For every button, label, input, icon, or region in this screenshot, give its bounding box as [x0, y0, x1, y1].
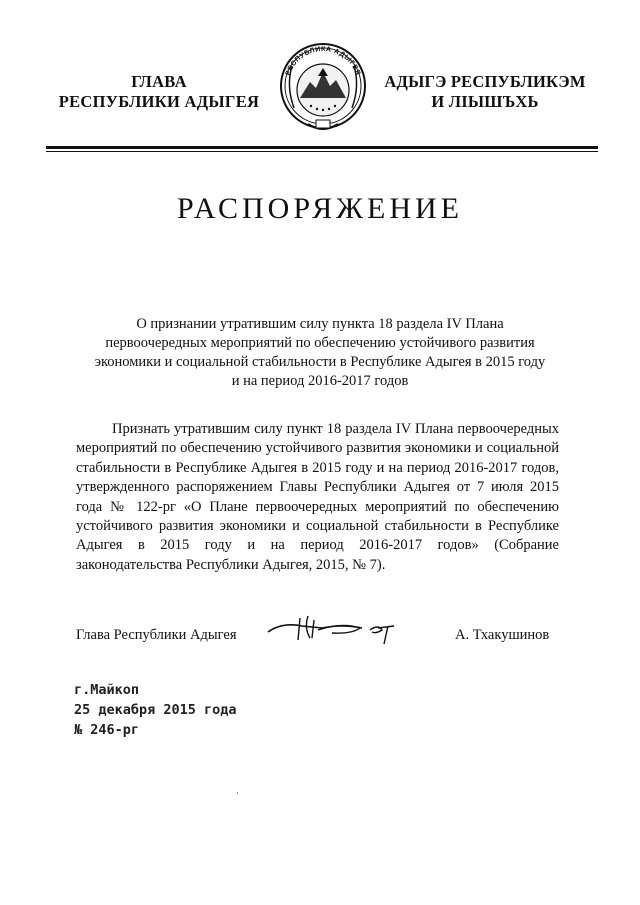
- header-right: [374, 72, 596, 112]
- footer-number: № 246-рг: [74, 722, 140, 738]
- document-footer: [74, 680, 237, 740]
- signatory-name: А. Тхакушинов: [455, 627, 550, 643]
- header-right-line2: И ЛІЫШЪХЬ: [431, 92, 539, 111]
- subject-line: экономики и социальной стабильности в Республике Адыгея в 2015 году: [94, 354, 546, 370]
- subject-line: О признании утратившим силу пункта 18 раздела IV Плана: [136, 316, 504, 332]
- handwritten-signature-icon: [262, 608, 402, 648]
- subject-line: и на период 2016-2017 годов: [231, 373, 409, 389]
- coat-of-arms-icon: [278, 36, 368, 136]
- header-left-line1: ГЛАВА: [131, 72, 187, 91]
- footer-date: 25 декабря 2015 года: [74, 702, 237, 718]
- document-subject: [66, 315, 574, 391]
- header-rule-thin: [46, 151, 598, 152]
- subject-line: первоочередных мероприятий по обеспечению устойчивого развития: [105, 335, 535, 351]
- signatory-title: Глава Республики Адыгея: [76, 627, 237, 643]
- header-right-line1: АДЫГЭ РЕСПУБЛИКЭМ: [384, 72, 586, 91]
- header-rule-thick: [46, 146, 598, 149]
- document-type: РАСПОРЯЖЕНИЕ: [176, 192, 464, 225]
- document-body: Признать утратившим силу пункт 18 раздела IV Плана первоочередных мероприятий по обеспечению устойчивого развития экономики и социальной стабильности в Республике Адыгея в 2015 году и на период 2016-2017 годов, утвержденного распоряжением Главы Республики Адыгея от 7 июля 2015 года № 122-рг «О Плане первоочередных мероприятий по обеспечению устойчивого развития экономики и социальной стабильности в Республике Адыгея в 2015 году и на период 2016-2017 годов» (Собрание законодательства Республики Адыгея, 2015, № 7).: [76, 421, 559, 573]
- emblem-text: РЕСПУБЛИКА АДЫГЕЯ: [284, 45, 362, 77]
- header-left: [46, 72, 272, 112]
- header-left-line2: РЕСПУБЛИКИ АДЫГЕЯ: [58, 92, 260, 111]
- footer-city: г.Майкоп: [74, 682, 140, 698]
- scan-speck: [237, 792, 238, 794]
